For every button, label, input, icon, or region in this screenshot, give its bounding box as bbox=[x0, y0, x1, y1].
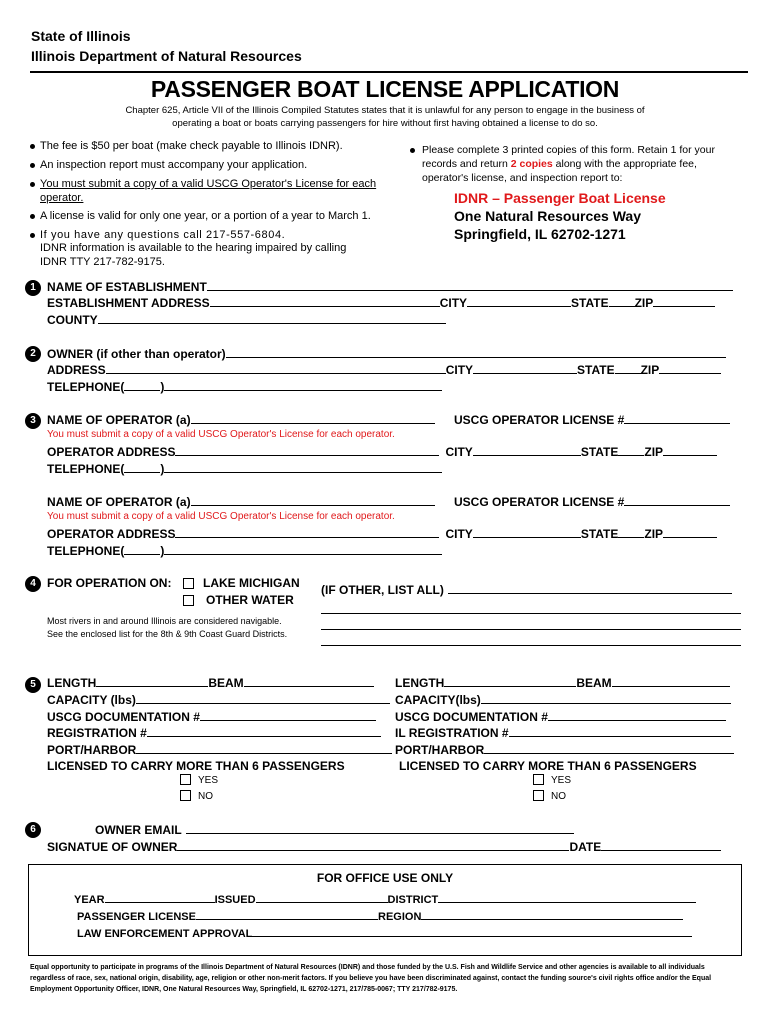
owner-email-label: OWNER EMAIL bbox=[95, 823, 182, 837]
section-number-5: 5 bbox=[25, 677, 41, 693]
boat-b-beam-field[interactable] bbox=[612, 676, 730, 687]
establishment-state-field[interactable] bbox=[609, 296, 635, 307]
copies-note-line-1: Please complete 3 printed copies of this form. Retain 1 for your bbox=[422, 144, 715, 156]
other-water-line-2[interactable] bbox=[321, 602, 741, 614]
owner-address-label: ADDRESS bbox=[47, 363, 106, 377]
inspection-note: An inspection report must accompany your application. bbox=[40, 159, 308, 171]
il-registration-label: IL REGISTRATION # bbox=[395, 726, 509, 740]
boat-a-length-row bbox=[47, 675, 374, 691]
tty-note-line-2: IDNR TTY 217-782-9175. bbox=[40, 256, 165, 268]
bullet-icon bbox=[30, 214, 35, 219]
operator-name-label: NAME OF OPERATOR (a) bbox=[47, 495, 191, 509]
boat-b-length-field[interactable] bbox=[444, 676, 576, 687]
copies-note-line-3: operator's license, and inspection report to: bbox=[422, 172, 623, 184]
operator-a-area-code-field[interactable] bbox=[124, 462, 160, 473]
operator-a-license-row bbox=[454, 412, 730, 428]
boat-a-yes-label: YES bbox=[198, 775, 219, 786]
boat-a-registration-field[interactable] bbox=[147, 726, 381, 737]
zip-label: ZIP bbox=[634, 296, 654, 310]
beam-label: BEAM bbox=[208, 676, 244, 690]
operator-b-state-field[interactable] bbox=[618, 527, 644, 538]
capacity-label: CAPACITY(lbs) bbox=[395, 693, 481, 707]
establishment-name-row bbox=[47, 279, 733, 295]
bullet-icon bbox=[30, 182, 35, 187]
operator-b-license-row bbox=[454, 494, 730, 510]
capacity-label: CAPACITY (lbs) bbox=[47, 693, 136, 707]
office-license-row bbox=[77, 910, 683, 923]
operator-a-state-field[interactable] bbox=[618, 445, 644, 456]
state-label: STATE bbox=[580, 527, 619, 541]
registration-label: REGISTRATION # bbox=[47, 726, 147, 740]
boat-a-no-label: NO bbox=[198, 791, 213, 802]
establishment-zip-field[interactable] bbox=[653, 296, 715, 307]
operator-a-name-row bbox=[47, 412, 435, 428]
establishment-name-field[interactable] bbox=[207, 280, 733, 291]
operator-a-name-field[interactable] bbox=[191, 413, 435, 424]
uscg-documentation-label: USCG DOCUMENTATION # bbox=[395, 710, 548, 724]
tty-note-line-1: IDNR information is available to the hearing impaired by calling bbox=[40, 242, 347, 254]
operation-on-label: FOR OPERATION ON: bbox=[47, 576, 172, 590]
zip-label: ZIP bbox=[644, 527, 664, 541]
owner-telephone-row bbox=[47, 379, 442, 395]
other-water-checkbox[interactable] bbox=[183, 595, 194, 606]
boat-b-licensed-label: LICENSED TO CARRY MORE THAN 6 PASSENGERS bbox=[399, 759, 697, 773]
uscg-documentation-label: USCG DOCUMENTATION # bbox=[47, 710, 200, 724]
signature-row bbox=[47, 839, 721, 855]
operator-b-zip-field[interactable] bbox=[663, 527, 717, 538]
boat-a-yes-checkbox[interactable] bbox=[180, 774, 191, 785]
section-number-1: 1 bbox=[25, 280, 41, 296]
owner-field[interactable] bbox=[226, 347, 726, 358]
zip-label: ZIP bbox=[640, 363, 660, 377]
boat-b-yes-label: YES bbox=[551, 775, 572, 786]
port-harbor-label: PORT/HARBOR bbox=[395, 743, 485, 757]
bullet-icon bbox=[30, 233, 35, 238]
intro-line-1: Chapter 625, Article VII of the Illinois Compiled Statutes states that it is unlawful for any person to engage in the business of bbox=[125, 105, 645, 116]
office-issued-label: ISSUED bbox=[214, 894, 256, 906]
operator-license-note: You must submit a copy of a valid USCG Operator's License for each operator. bbox=[47, 429, 395, 440]
port-harbor-label: PORT/HARBOR bbox=[47, 743, 137, 757]
mailing-city: Springfield, IL 62702-1271 bbox=[454, 226, 626, 242]
boat-b-registration-row bbox=[395, 725, 731, 741]
telephone-close-label: ) bbox=[160, 544, 165, 558]
boat-a-capacity-field[interactable] bbox=[136, 693, 390, 704]
other-water-list-row bbox=[321, 582, 732, 598]
boat-b-no-checkbox[interactable] bbox=[533, 790, 544, 801]
operator-a-city-field[interactable] bbox=[473, 445, 581, 456]
operator-b-telephone-field[interactable] bbox=[164, 544, 442, 555]
office-year-row bbox=[74, 893, 696, 906]
telephone-close-label: ) bbox=[160, 380, 165, 394]
state-label: STATE bbox=[580, 445, 619, 459]
establishment-address-row bbox=[47, 295, 715, 311]
city-label: CITY bbox=[445, 527, 473, 541]
boat-a-documentation-row bbox=[47, 709, 376, 725]
rivers-note-line-1: Most rivers in and around Illinois are considered navigable. bbox=[47, 616, 282, 626]
form-title: PASSENGER BOAT LICENSE APPLICATION bbox=[150, 76, 620, 102]
lake-michigan-label: LAKE MICHIGAN bbox=[203, 576, 300, 590]
office-issued-field[interactable] bbox=[256, 893, 388, 903]
fee-note: The fee is $50 per boat (make check payable to Illinois IDNR). bbox=[40, 140, 343, 152]
boat-b-no-label: NO bbox=[551, 791, 566, 802]
length-label: LENGTH bbox=[395, 676, 445, 690]
telephone-label: TELEPHONE( bbox=[47, 462, 125, 476]
office-year-field[interactable] bbox=[105, 893, 215, 903]
operator-a-telephone-row bbox=[47, 461, 442, 477]
boat-b-capacity-field[interactable] bbox=[481, 693, 731, 704]
boat-b-capacity-row bbox=[395, 692, 731, 708]
operator-a-license-field[interactable] bbox=[624, 413, 730, 424]
copies-note-text-end: along with the appropriate fee, bbox=[552, 158, 697, 170]
office-approval-row bbox=[77, 927, 692, 940]
owner-state-field[interactable] bbox=[615, 363, 641, 374]
operator-b-license-field[interactable] bbox=[624, 495, 730, 506]
rivers-note-line-2: See the enclosed list for the 8th & 9th Coast Guard Districts. bbox=[47, 629, 288, 639]
office-use-title: FOR OFFICE USE ONLY bbox=[316, 871, 454, 885]
boat-b-port-row bbox=[395, 742, 734, 758]
operator-name-label: NAME OF OPERATOR (a) bbox=[47, 413, 191, 427]
boat-a-beam-field[interactable] bbox=[244, 676, 374, 687]
boat-a-documentation-field[interactable] bbox=[200, 710, 376, 721]
boat-a-licensed-label: LICENSED TO CARRY MORE THAN 6 PASSENGERS bbox=[47, 759, 345, 773]
other-water-list-field[interactable] bbox=[448, 583, 732, 594]
boat-b-registration-field[interactable] bbox=[509, 726, 731, 737]
section-number-3: 3 bbox=[25, 413, 41, 429]
office-region-field[interactable] bbox=[421, 910, 683, 920]
owner-email-field[interactable] bbox=[186, 823, 574, 834]
owner-telephone-field[interactable] bbox=[164, 380, 442, 391]
office-district-field[interactable] bbox=[438, 893, 696, 903]
boat-a-port-row bbox=[47, 742, 392, 758]
state-label: STATE bbox=[571, 296, 609, 310]
office-region-label: REGION bbox=[378, 911, 422, 923]
county-field[interactable] bbox=[98, 313, 446, 324]
section-number-6: 6 bbox=[25, 822, 41, 838]
questions-note: If you have any questions call 217-557-6804. bbox=[40, 229, 286, 241]
beam-label: BEAM bbox=[576, 676, 612, 690]
operator-address-label: OPERATOR ADDRESS bbox=[47, 527, 176, 541]
copies-count: 2 copies bbox=[510, 158, 553, 170]
mailing-street: One Natural Resources Way bbox=[454, 208, 641, 224]
boat-a-registration-row bbox=[47, 725, 381, 741]
uscg-note-line-1: You must submit a copy of a valid USCG Operator's License for each bbox=[40, 178, 377, 190]
owner-area-code-field[interactable] bbox=[124, 380, 160, 391]
county-row bbox=[47, 312, 446, 328]
intro-line-2: operating a boat or boats carrying passengers for hire without first having obtained a license to do so. bbox=[172, 118, 598, 129]
uscg-note-line-2: operator. bbox=[40, 192, 84, 204]
boat-b-documentation-field[interactable] bbox=[548, 710, 726, 721]
validity-note: A license is valid for only one year, or a portion of a year to March 1. bbox=[40, 210, 371, 222]
office-license-field[interactable] bbox=[196, 910, 378, 920]
uscg-license-label: USCG OPERATOR LICENSE # bbox=[454, 495, 625, 509]
establishment-address-field[interactable] bbox=[210, 296, 440, 307]
telephone-close-label: ) bbox=[160, 462, 165, 476]
operator-a-address-field[interactable] bbox=[175, 445, 439, 456]
boat-b-documentation-row bbox=[395, 709, 726, 725]
office-district-label: DISTRICT bbox=[387, 894, 439, 906]
operator-a-telephone-field[interactable] bbox=[164, 462, 442, 473]
agency-department: Illinois Department of Natural Resources bbox=[31, 48, 302, 64]
operator-license-note: You must submit a copy of a valid USCG Operator's License for each operator. bbox=[47, 511, 395, 522]
operator-b-city-field[interactable] bbox=[473, 527, 581, 538]
owner-address-field[interactable] bbox=[106, 363, 446, 374]
owner-row bbox=[47, 346, 726, 362]
zip-label: ZIP bbox=[644, 445, 664, 459]
copies-note-text: records and return bbox=[422, 158, 511, 170]
state-label: STATE bbox=[577, 363, 615, 377]
other-water-label: OTHER WATER bbox=[206, 593, 294, 607]
lake-michigan-checkbox[interactable] bbox=[183, 578, 194, 589]
operator-b-area-code-field[interactable] bbox=[124, 544, 160, 555]
boat-a-length-field[interactable] bbox=[96, 676, 208, 687]
owner-address-row bbox=[47, 362, 721, 378]
operator-b-name-field[interactable] bbox=[191, 495, 435, 506]
establishment-address-label: ESTABLISHMENT ADDRESS bbox=[47, 296, 210, 310]
office-year-label: YEAR bbox=[74, 894, 105, 906]
city-label: CITY bbox=[439, 296, 468, 310]
owner-signature-field[interactable] bbox=[177, 840, 569, 851]
office-approval-field[interactable] bbox=[252, 927, 692, 937]
bullet-icon bbox=[410, 148, 415, 153]
boat-b-port-field[interactable] bbox=[484, 743, 734, 754]
signature-date-field[interactable] bbox=[601, 840, 721, 851]
city-label: CITY bbox=[445, 445, 473, 459]
header-rule bbox=[30, 71, 748, 73]
operator-a-address-row bbox=[47, 444, 717, 460]
office-approval-label: LAW ENFORCEMENT APPROVAL bbox=[77, 928, 253, 940]
other-water-line-4[interactable] bbox=[321, 634, 741, 646]
bullet-icon bbox=[30, 163, 35, 168]
operator-address-label: OPERATOR ADDRESS bbox=[47, 445, 176, 459]
boat-a-capacity-row bbox=[47, 692, 390, 708]
section-number-4: 4 bbox=[25, 576, 41, 592]
owner-label: OWNER (if other than operator) bbox=[47, 347, 226, 361]
boat-b-length-row bbox=[395, 675, 730, 691]
agency-state: State of Illinois bbox=[31, 28, 131, 44]
uscg-license-label: USCG OPERATOR LICENSE # bbox=[454, 413, 625, 427]
telephone-label: TELEPHONE( bbox=[47, 544, 125, 558]
operator-b-name-row bbox=[47, 494, 435, 510]
city-label: CITY bbox=[445, 363, 474, 377]
owner-email-row bbox=[95, 822, 574, 838]
section-number-2: 2 bbox=[25, 346, 41, 362]
boat-b-yes-checkbox[interactable] bbox=[533, 774, 544, 785]
office-license-label: PASSENGER LICENSE bbox=[77, 911, 196, 923]
operator-b-telephone-row bbox=[47, 543, 442, 559]
operator-b-address-row bbox=[47, 526, 717, 542]
bullet-icon bbox=[30, 144, 35, 149]
establishment-name-label: NAME OF ESTABLISHMENT bbox=[47, 280, 207, 294]
length-label: LENGTH bbox=[47, 676, 97, 690]
operator-a-zip-field[interactable] bbox=[663, 445, 717, 456]
date-label: DATE bbox=[569, 840, 602, 854]
boat-a-port-field[interactable] bbox=[136, 743, 392, 754]
mailing-name: IDNR – Passenger Boat License bbox=[454, 190, 666, 206]
other-water-line-3[interactable] bbox=[321, 618, 741, 630]
signature-label: SIGNATUE OF OWNER bbox=[47, 840, 178, 854]
if-other-label: (IF OTHER, LIST ALL) bbox=[321, 583, 444, 597]
owner-zip-field[interactable] bbox=[659, 363, 721, 374]
owner-city-field[interactable] bbox=[473, 363, 577, 374]
telephone-label: TELEPHONE( bbox=[47, 380, 125, 394]
boat-a-no-checkbox[interactable] bbox=[180, 790, 191, 801]
establishment-city-field[interactable] bbox=[467, 296, 571, 307]
equal-opportunity-footer: Equal opportunity to participate in programs of the Illinois Department of Natural Resources (IDNR) and those funded by the U.S. Fish and Wildlife Service and other agencies is available to all individuals regardless of race, sex, national origin, disability, age, religion or other non-merit factors. If you believe you have been discriminated against, contact the funding source's civil rights office and/or the Equal Employment Opportunity Officer, IDNR, One Natural Resources Way, Springfield, IL 62702-1271, 217/785-0067; TTY 217/782-9175. bbox=[30, 964, 712, 993]
county-label: COUNTY bbox=[47, 313, 98, 327]
operator-b-address-field[interactable] bbox=[175, 527, 439, 538]
copies-note-line-2 bbox=[422, 157, 697, 172]
